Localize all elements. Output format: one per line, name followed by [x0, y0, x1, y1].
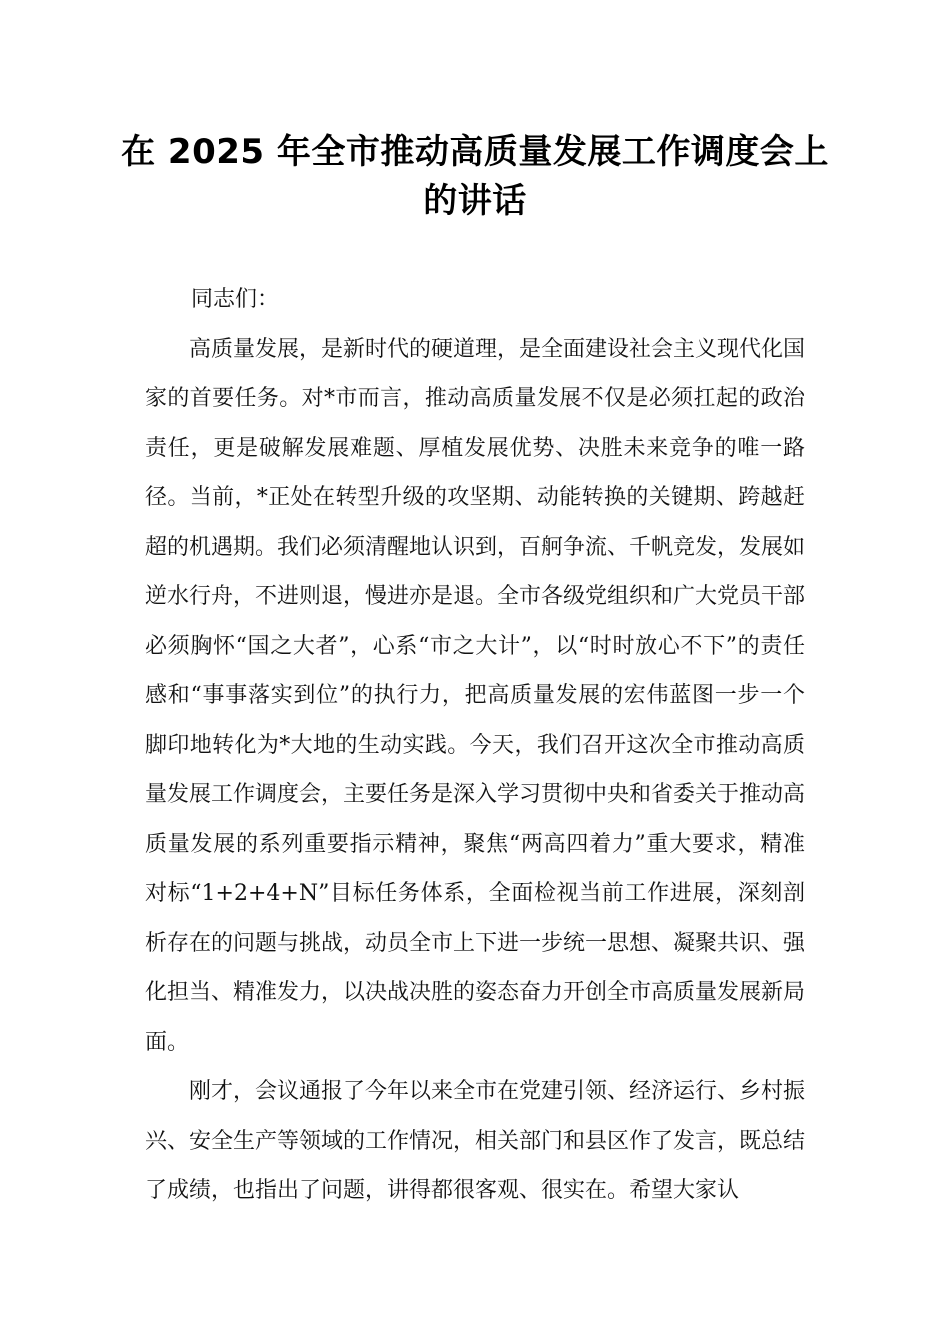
document-body [145, 275, 805, 1216]
paragraph-2: 刚才，会议通报了今年以来全市在党建引领、经济运行、乡村振兴、安全生产等领域的工作情况，相关部门和县区作了发言，既总结了成绩，也指出了问题，讲得都很客观、很实在。希望大家认 [145, 1079, 806, 1203]
salutation: 同志们： [191, 287, 280, 312]
paragraph-1: 高质量发展，是新时代的硬道理，是全面建设社会主义现代化国家的首要任务。对*市而言，推动高质量发展不仅是必须扛起的政治责任，更是破解发展难题、厚植发展优势、决胜未来竞争的唯一路径。当前，*正处在转型升级的攻坚期、动能转换的关键期、跨越赶超的机遇期。我们必须清醒地认识到，百舸争流、千帆竞发，发展如逆水行舟，不进则退，慢进亦是退。全市各级党组织和广大党员干部必须胸怀“国之大者”，心系“市之大计”，以“时时放心不下”的责任感和“事事落实到位”的执行力，把高质量发展的宏伟蓝图一步一个脚印地转化为*大地的生动实践。今天，我们召开这次全市推动高质量发展工作调度会，主要任务是深入学习贯彻中央和省委关于推动高质量发展的系列重要指示精神，聚焦“两高四着力”重大要求，精准对标“1+2+4+N”目标任务体系，全面检视当前工作进展，深刻剖析存在的问题与挑战，动员全市上下进一步统一思想、凝聚共识、强化担当、精准发力，以决战决胜的姿态奋力开创全市高质量发展新局面。 [145, 336, 806, 1055]
document-title: 在 2025 年全市推动高质量发展工作调度会上的讲话 [121, 132, 829, 221]
